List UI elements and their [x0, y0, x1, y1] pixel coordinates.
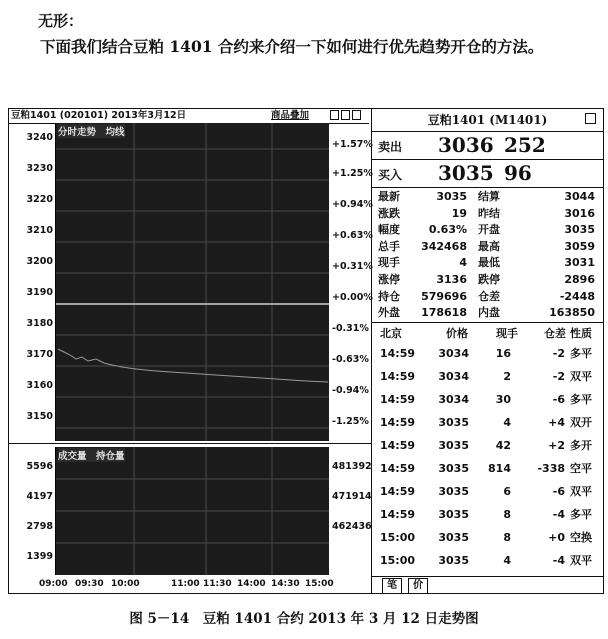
trade-volume: 2 — [503, 370, 511, 383]
tick-tab[interactable]: 笔 — [382, 578, 402, 594]
trade-volume: 4 — [503, 416, 511, 429]
trade-header: 北京 — [380, 327, 402, 340]
trade-header: 性质 — [570, 327, 592, 340]
time-tick: 10:00 — [111, 579, 140, 589]
stat-row — [372, 189, 603, 205]
trade-price: 3035 — [438, 439, 469, 452]
stat-value: 4 — [459, 256, 467, 270]
stat-row — [372, 239, 603, 255]
stat-label: 外盘 — [378, 306, 400, 320]
chart-window — [8, 108, 604, 594]
stat-value: -2448 — [559, 289, 595, 303]
window-title-bar — [9, 109, 369, 124]
trade-time: 14:59 — [380, 485, 416, 498]
trade-oi-change: +0 — [548, 531, 565, 544]
open-interest-axis-label: 462436 — [332, 521, 372, 532]
stat-value: 342468 — [421, 239, 467, 253]
trade-time: 14:59 — [380, 508, 416, 521]
body-paragraph: 下面我们结合豆粕 1401 合约来介绍一下如何进行优先趋势开仓的方法。 — [40, 37, 544, 56]
ask-label: 卖出 — [378, 140, 403, 154]
trade-row — [372, 344, 603, 363]
stat-label: 最高 — [478, 239, 500, 253]
volume-axis-label: 5596 — [26, 461, 53, 472]
ask-volume: 252 — [504, 133, 546, 157]
bid-label: 买入 — [378, 168, 403, 182]
bid-volume: 96 — [504, 161, 532, 185]
trade-time: 15:00 — [380, 554, 416, 567]
commodity-overlay-menu[interactable]: 商品叠加 — [271, 110, 310, 121]
trade-nature: 空平 — [570, 462, 592, 475]
stat-label: 昨结 — [478, 206, 500, 220]
stat-value: 3031 — [564, 256, 595, 270]
stat-label: 持仓 — [378, 289, 400, 303]
trade-oi-change: -6 — [552, 393, 565, 406]
stat-value: 0.63% — [428, 223, 467, 237]
stat-value: 19 — [451, 206, 467, 220]
stat-label: 内盘 — [478, 306, 500, 320]
price-axis-label: 3230 — [26, 163, 53, 174]
open-interest-axis-label: 481392 — [332, 461, 372, 472]
trade-price: 3035 — [438, 416, 469, 429]
price-axis-label: 3240 — [26, 132, 53, 143]
trade-price: 3035 — [438, 554, 469, 567]
price-tab[interactable]: 价 — [408, 578, 428, 594]
bid-price: 3035 — [438, 161, 494, 185]
time-tick: 11:30 — [203, 579, 232, 589]
price-axis-label: 3190 — [26, 287, 53, 298]
divider — [372, 187, 603, 188]
trade-volume: 8 — [503, 531, 511, 544]
stat-value: 178618 — [421, 306, 467, 320]
stat-row — [372, 305, 603, 321]
trade-volume: 4 — [503, 554, 511, 567]
stat-value: 579696 — [421, 289, 467, 303]
stat-label: 幅度 — [378, 223, 400, 237]
trade-nature: 空换 — [570, 531, 592, 544]
trade-nature: 多平 — [570, 393, 592, 406]
open-interest-axis-label: 471914 — [332, 491, 372, 502]
trade-oi-change: -6 — [552, 485, 565, 498]
percent-axis-label: -0.63% — [332, 354, 369, 365]
price-plot-area — [55, 123, 329, 441]
stat-row — [372, 272, 603, 288]
percent-axis-label: +0.31% — [332, 261, 373, 272]
trade-row — [372, 367, 603, 386]
trade-header: 现手 — [496, 327, 518, 340]
trade-row — [372, 482, 603, 501]
percent-axis-label: +1.57% — [332, 139, 373, 150]
trade-price: 3034 — [438, 393, 469, 406]
volume-plot-area — [55, 447, 329, 575]
trade-time: 14:59 — [380, 370, 416, 383]
trade-nature: 双平 — [570, 370, 592, 383]
percent-axis-label: +0.00% — [332, 292, 373, 303]
stat-row — [372, 222, 603, 238]
trade-price: 3035 — [438, 485, 469, 498]
trade-header: 价格 — [446, 327, 468, 340]
trade-volume: 814 — [488, 462, 511, 475]
trade-header: 仓差 — [544, 327, 566, 340]
window-title: 豆粕1401 (020101) 2013年3月12日 — [11, 110, 187, 121]
stat-label: 涨停 — [378, 273, 400, 286]
time-tick: 15:00 — [305, 579, 334, 589]
trade-row — [372, 505, 603, 524]
trade-oi-change: +2 — [548, 439, 565, 452]
stat-value: 3016 — [564, 206, 595, 220]
trade-row — [372, 436, 603, 455]
stat-row — [372, 206, 603, 222]
time-tick: 09:00 — [39, 579, 68, 589]
divider — [372, 322, 603, 323]
stat-label: 最新 — [378, 190, 400, 203]
volume-axis-label: 1399 — [26, 551, 53, 562]
trade-oi-change: +4 — [548, 416, 565, 429]
trade-nature: 双平 — [570, 485, 592, 498]
stat-value: 3044 — [564, 190, 595, 203]
price-axis-label: 3200 — [26, 256, 53, 267]
stat-label: 涨跌 — [378, 206, 400, 220]
trade-price: 3034 — [438, 370, 469, 383]
window-ctrl-left-icon[interactable] — [330, 110, 339, 120]
price-panel-title: 分时走势 均线 — [58, 124, 125, 138]
time-tick: 09:30 — [75, 579, 104, 589]
trade-nature: 双开 — [570, 416, 592, 429]
percent-axis-label: +0.94% — [332, 199, 373, 210]
window-ctrl-right-icon[interactable] — [352, 110, 361, 120]
stat-label: 跌停 — [478, 273, 500, 286]
ask-row — [372, 132, 603, 158]
trade-volume: 8 — [503, 508, 511, 521]
trade-nature: 多开 — [570, 439, 592, 452]
stat-value: 3035 — [436, 190, 467, 203]
trade-nature: 双平 — [570, 554, 592, 567]
window-ctrl-minus-icon[interactable] — [341, 110, 350, 120]
window-restore-icon[interactable] — [585, 113, 596, 124]
trade-volume: 30 — [495, 393, 511, 406]
quote-footer — [372, 576, 603, 594]
stat-value: 3059 — [564, 239, 595, 253]
volume-panel-title: 成交量 持仓量 — [58, 448, 125, 462]
trade-volume: 6 — [503, 485, 511, 498]
section-heading: 无形： — [38, 12, 84, 30]
stat-label: 现手 — [378, 256, 400, 270]
stat-row — [372, 255, 603, 271]
figure-caption: 图 5－14 豆粕 1401 合约 2013 年 3 月 12 日走势图 — [129, 611, 479, 627]
trade-time: 14:59 — [380, 462, 416, 475]
stat-value: 3136 — [436, 273, 467, 286]
time-tick: 14:00 — [237, 579, 266, 589]
price-axis-label: 3150 — [26, 411, 53, 422]
ask-price: 3036 — [438, 133, 494, 157]
percent-axis-label: -0.31% — [332, 323, 369, 334]
trade-price: 3035 — [438, 508, 469, 521]
trade-time: 14:59 — [380, 439, 416, 452]
trade-row — [372, 459, 603, 478]
trade-time: 14:59 — [380, 416, 416, 429]
volume-axis-label: 4197 — [26, 491, 53, 502]
trade-row — [372, 528, 603, 547]
stat-label: 开盘 — [478, 223, 500, 237]
percent-axis-label: -1.25% — [332, 416, 369, 427]
price-axis-label: 3220 — [26, 194, 53, 205]
bid-row — [372, 160, 603, 186]
trade-row — [372, 390, 603, 409]
price-axis-label: 3180 — [26, 318, 53, 329]
trade-time: 14:59 — [380, 347, 416, 360]
trade-header-row — [372, 324, 603, 343]
price-axis-label: 3170 — [26, 349, 53, 360]
percent-axis-label: +1.25% — [332, 168, 373, 179]
trade-volume: 42 — [495, 439, 511, 452]
price-axis-label: 3160 — [26, 380, 53, 391]
trade-price: 3035 — [438, 531, 469, 544]
stat-label: 最低 — [478, 256, 500, 270]
trade-time: 15:00 — [380, 531, 416, 544]
trade-oi-change: -4 — [552, 508, 565, 521]
quote-title: 豆粕1401 (M1401) — [372, 109, 603, 132]
percent-axis-label: -0.94% — [332, 385, 369, 396]
panel-divider — [9, 443, 371, 444]
stat-value: 2896 — [564, 273, 595, 286]
trade-time: 14:59 — [380, 393, 416, 406]
price-axis-label: 3210 — [26, 225, 53, 236]
trade-oi-change: -2 — [552, 370, 565, 383]
volume-axis-label: 2798 — [26, 521, 53, 532]
trade-nature: 多平 — [570, 508, 592, 521]
trade-row — [372, 413, 603, 432]
trade-oi-change: -4 — [552, 554, 565, 567]
time-tick: 11:00 — [171, 579, 200, 589]
quote-panel — [371, 109, 602, 593]
stat-value: 3035 — [564, 223, 595, 237]
trade-row — [372, 551, 603, 570]
percent-axis-label: +0.63% — [332, 230, 373, 241]
trade-volume: 16 — [495, 347, 511, 360]
stat-label: 结算 — [478, 190, 500, 203]
trade-oi-change: -338 — [537, 462, 565, 475]
stat-row — [372, 289, 603, 305]
trade-nature: 多平 — [570, 347, 592, 360]
stat-label: 仓差 — [478, 289, 500, 303]
time-tick: 14:30 — [271, 579, 300, 589]
stat-value: 163850 — [549, 306, 595, 320]
stat-label: 总手 — [378, 239, 400, 253]
trade-price: 3035 — [438, 462, 469, 475]
trade-price: 3034 — [438, 347, 469, 360]
trade-oi-change: -2 — [552, 347, 565, 360]
